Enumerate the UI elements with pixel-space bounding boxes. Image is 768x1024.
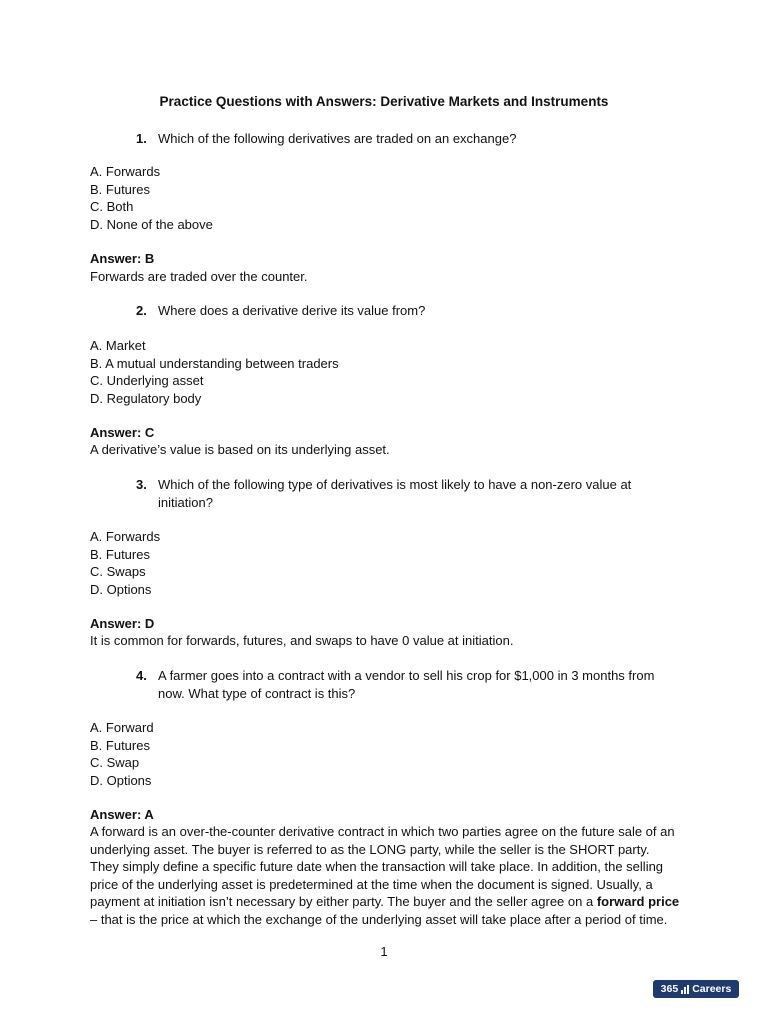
brand-logo xyxy=(653,980,739,998)
options-list-4 xyxy=(90,719,690,789)
answer-explanation-1: Forwards are traded over the counter. xyxy=(90,269,308,284)
answer-label-2: Answer: C xyxy=(90,425,155,440)
options-list-1 xyxy=(90,163,690,233)
question-3 xyxy=(136,476,656,511)
option-item: D. Regulatory body xyxy=(90,390,202,406)
option-item: D. Options xyxy=(90,772,152,788)
option-item: C. Swaps xyxy=(90,564,146,579)
question-number: 2. xyxy=(136,303,147,318)
answer-label-1: Answer: B xyxy=(90,251,155,266)
explanation-text: A forward is an over-the-counter derivative contract in which two parties agree on the future sale of an underlying asset. The buyer is referred to as the LONG party, while the seller is the SHORT party. They simply define a specific future date when the transaction will take place. In addition, the selling price of the underlying asset is predetermined at the time when the document is signed. Usually, a payment at initiation isn’t necessary by either party. The buyer and the seller agree on a xyxy=(90,824,675,909)
option-item: C. Both xyxy=(90,199,134,214)
question-number: 3. xyxy=(136,477,147,492)
forward-price-term: forward price xyxy=(596,894,680,909)
answer-explanation-4 xyxy=(90,823,680,928)
option-item: A. Market xyxy=(90,338,146,353)
options-list-3 xyxy=(90,528,690,598)
option-item: C. Underlying asset xyxy=(90,373,204,388)
option-item: B. Futures xyxy=(90,546,150,562)
question-number: 4. xyxy=(136,668,147,683)
option-item: A. Forwards xyxy=(90,164,161,179)
explanation-text: – that is the price at which the exchange of the underlying asset will take place after a period of time. xyxy=(90,911,668,927)
option-item: D. Options xyxy=(90,581,152,597)
question-4 xyxy=(136,667,656,702)
question-number: 1. xyxy=(136,131,147,146)
option-item: B. Futures xyxy=(90,737,150,753)
brand-number: 365 xyxy=(660,983,679,995)
question-text: Which of the following type of derivatives is most likely to have a non-zero value at initiation? xyxy=(158,477,632,510)
page-title: Practice Questions with Answers: Derivative Markets and Instruments xyxy=(159,94,609,109)
option-item: D. None of the above xyxy=(90,216,213,232)
option-item: B. A mutual understanding between traders xyxy=(90,355,339,371)
option-item: A. Forward xyxy=(90,720,154,735)
answer-label-4: Answer: A xyxy=(90,807,154,822)
answer-explanation-2: A derivative’s value is based on its underlying asset. xyxy=(90,442,390,457)
page-number: 1 xyxy=(380,944,388,959)
brand-word: Careers xyxy=(692,983,732,995)
question-text: Which of the following derivatives are traded on an exchange? xyxy=(158,131,517,146)
question-1 xyxy=(136,130,656,148)
question-2 xyxy=(136,302,656,320)
question-text: Where does a derivative derive its value from? xyxy=(158,303,426,318)
bar-chart-icon xyxy=(681,985,689,994)
answer-label-3: Answer: D xyxy=(90,616,155,631)
options-list-2 xyxy=(90,337,690,407)
question-text: A farmer goes into a contract with a vendor to sell his crop for $1,000 in 3 months from now. What type of contract is this? xyxy=(158,668,655,701)
option-item: A. Forwards xyxy=(90,529,161,544)
option-item: C. Swap xyxy=(90,755,140,770)
option-item: B. Futures xyxy=(90,181,150,197)
answer-explanation-3: It is common for forwards, futures, and swaps to have 0 value at initiation. xyxy=(90,633,514,648)
